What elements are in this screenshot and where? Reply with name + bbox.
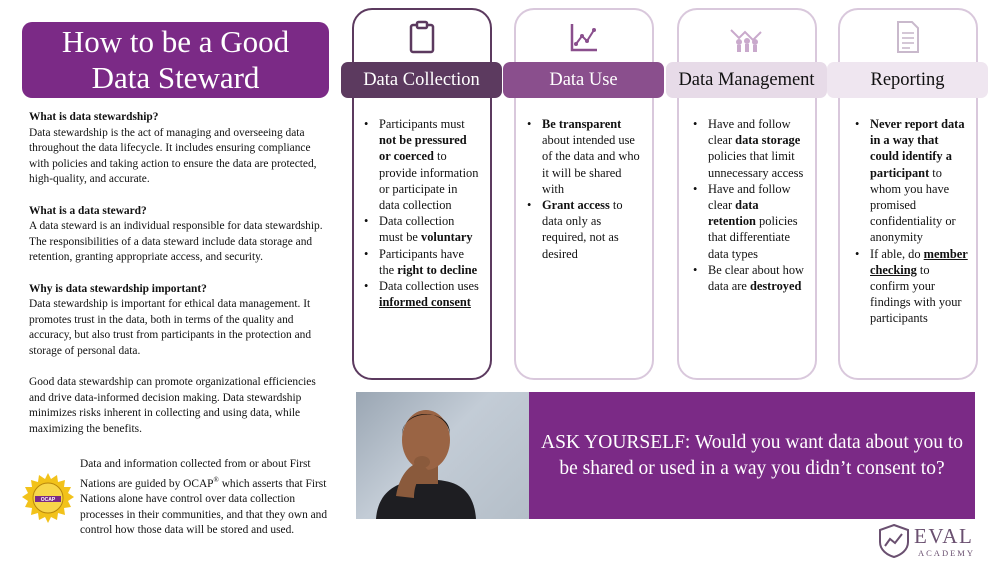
header-data-use: Data Use <box>503 62 664 98</box>
answer-what-is-stewardship: Data stewardship is the act of managing and overseeing data throughout the data lifecycle. It includes ensuring compliance with policies and taking action to ensure the data are protected, high-quality, and accurate. <box>29 126 317 186</box>
list-data-use <box>542 116 644 262</box>
header-data-management: Data Management <box>666 62 827 98</box>
list-item: • Be transparent about intended use of the data and who it will be shared with <box>542 116 644 197</box>
answer-why-important: Data stewardship is important for ethical data management. It promotes trust in the data, both in terms of the quality and accuracy, but also trust from participants in the protection and storage of personal data. <box>29 298 312 357</box>
question-why-important: Why is data stewardship important? <box>29 282 207 295</box>
list-item: • Have and follow clear data storage policies that limit unnecessary access <box>708 116 808 181</box>
registered-mark: ® <box>213 475 219 484</box>
list-item: • Be clear about how data are destroyed <box>708 262 808 294</box>
title-banner <box>22 22 329 98</box>
header-reporting: Reporting <box>827 62 988 98</box>
ocap-text-start: Data and information collected from or about First Nations are guided by OCAP <box>80 458 311 490</box>
list-item: • Participants must not be pressured or coerced to provide information or participate in data collection <box>379 116 479 213</box>
logo-subtitle: ACADEMY <box>918 548 975 558</box>
list-data-management <box>708 116 808 294</box>
person-illustration <box>356 392 531 519</box>
answer-what-is-steward: A data steward is an individual responsible for data stewardship. The responsibilities of a data steward include data storage and retention, granting appropriate access, and security. <box>29 220 323 264</box>
list-item: • Grant access to data only as required, not as desired <box>542 197 644 262</box>
document-icon <box>895 20 921 54</box>
ocap-seal-label: OCAP <box>40 497 56 503</box>
ask-yourself-banner: ASK YOURSELF: Would you want data about you to be shared or used in a way you didn’t consent to? <box>529 392 975 519</box>
header-data-collection: Data Collection <box>341 62 502 98</box>
list-reporting <box>870 116 970 327</box>
list-item: • Have and follow clear data retention policies that differentiate data types <box>708 181 808 262</box>
ocap-note <box>80 457 330 539</box>
list-data-collection <box>379 116 479 310</box>
list-item: • Participants have the right to decline <box>379 246 479 278</box>
logo-name: EVAL <box>914 524 974 548</box>
benefits-paragraph: Good data stewardship can promote organizational efficiencies and drive data-informed decision making. Data stewardship minimizes risks inherent in collecting and using data, while maximizing the benefits. <box>29 376 316 435</box>
intro-column <box>29 110 329 453</box>
eval-academy-logo <box>878 524 988 560</box>
line-chart-icon <box>569 20 599 54</box>
list-item: • Data collection uses informed consent <box>379 278 479 310</box>
question-what-is-steward: What is a data steward? <box>29 204 147 217</box>
list-item: • If able, do member checking to confirm your findings with your participants <box>870 246 970 327</box>
ocap-seal-icon <box>22 472 74 524</box>
ocap-text-end: which asserts that First Nations alone have control over data collection processes in their communities, and that they own and control how those data will be stored and used. <box>80 477 328 537</box>
shield-icon <box>878 524 910 558</box>
question-what-is-stewardship: What is data stewardship? <box>29 111 159 123</box>
list-item: • Never report data in a way that could identify a participant to whom you have promised confidentiality or anonymity <box>870 116 970 246</box>
clipboard-icon <box>407 20 437 54</box>
page-title: How to be a Good Data Steward <box>61 24 290 95</box>
people-chart-icon <box>729 20 765 54</box>
list-item: • Data collection must be voluntary <box>379 213 479 245</box>
thinking-person-photo <box>356 392 531 519</box>
